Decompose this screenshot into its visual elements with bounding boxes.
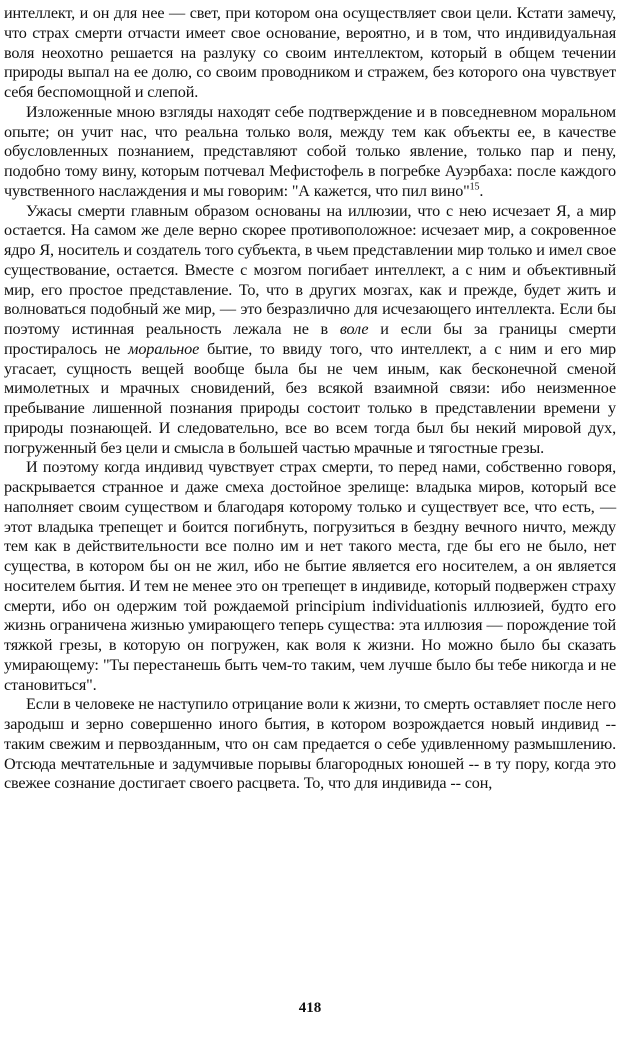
paragraph-text: бытие, то ввиду того, что интеллект, а с ним и его мир угасает, сущность вещей вообще была бы не чем иным, как бесконечной сменой мимолетных и мрачных сновидений, без всякой взаимной связи: ибо неизменное пребывание лишенной познания природы состоит только в представлении времени у природы познающей. И следовательно, все во всем тогда был бы некий мировой дух, погруженный без цели и смысла в большей частью мрачные и тягостные грезы. [4,339,617,457]
paragraph [4,103,616,202]
emphasis-text: моральное [128,339,200,358]
body-text [4,4,616,794]
paragraph [4,4,616,103]
emphasis-text: воле [339,320,369,338]
paragraph-text: Изложенные мною взгляды находят себе подтверждение и в повседневном моральном опыте; он учит нас, что реальна только воля, между тем как объекты ее, в качестве обусловленных познанием, представляют собой только явление, только пар и пену, подобно тому вину, которым потчевал Мефистофель в погребке Ауэрбаха: после каждого чувственного наслаждения и мы говорим: "А кажется, что пил вино" [4,102,616,200]
paragraph-text: . [479,181,484,200]
paragraph [4,695,616,794]
page-number: 418 [298,1000,322,1016]
paragraph [4,458,616,695]
footnote-ref: 15 [469,181,480,193]
paragraph [4,202,616,459]
paragraph-text: Ужасы смерти главным образом основаны на иллюзии, что с нею исчезает Я, а мир остается. На самом же деле верно скорее противоположное: исчезает мир, а сокровенное ядро Я, носитель и создатель того субъекта, в чьем представлении мир только и имел свое существование, остается. Вместе с мозгом погибает интеллект, а с ним и объективный мир, его простое представление. То, что в других мозгах, как и прежде, будет жить и волноваться подобный же мир, — это безразлично для исчезающего интеллекта. Если бы поэтому истинная реальность лежала не в [4,201,616,338]
paragraph-text: и если бы за границы смерти простиралось не [4,320,616,358]
paragraph-text: Если в человеке не наступило отрицание воли к жизни, то смерть оставляет после него зародыш и зерно совершенно иного бытия, в котором возрождается новый индивид -- таким свежим и первозданным, что он сам предается о себе удивленному размышлению. Отсюда мечтательные и задумчивые порывы благородных юношей -- в ту пору, когда это свежее сознание достигает своего расцвета. То, что для индивида -- сон, [4,695,616,793]
paragraph-text: И поэтому когда индивид чувствует страх смерти, то перед нами, собственно говоря, раскрывается странное и даже смеха достойное зрелище: владыка миров, который все наполняет своим существом и благодаря которому только и существует все, что есть, — этот владыка трепещет и боится погибнуть, погрузиться в бездну вечного ничто, между тем как в действительности все полно им и нет такого места, где бы его не было, нет существа, в котором бы он не жил, ибо не бытие является его носителем, а он является носителем бытия. И тем не менее это он трепещет в индивиде, который подвержен страху смерти, ибо он одержим той рождаемой principium individuationis иллюзией, будто его жизнь ограничена жизнью умирающего теперь существа: эта иллюзия — порождение той тяжкой грезы, в которую он погружен, как воля к жизни. Но можно было бы сказать умирающему: "Ты перестанешь быть чем-то таким, чем лучше было бы тебе никогда и не становиться". [4,458,616,694]
paragraph-text: интеллект, и он для нее — свет, при котором она осуществляет свои цели. Кстати замечу, что страх смерти отчасти имеет свое основание, вероятно, и в том, что индивидуальная воля неохотно решается на разлуку со своим интеллектом, который в общем течении природы выпал на ее долю, со своим проводником и стражем, без которого она чувствует себя беспомощной и слепой. [4,4,616,101]
